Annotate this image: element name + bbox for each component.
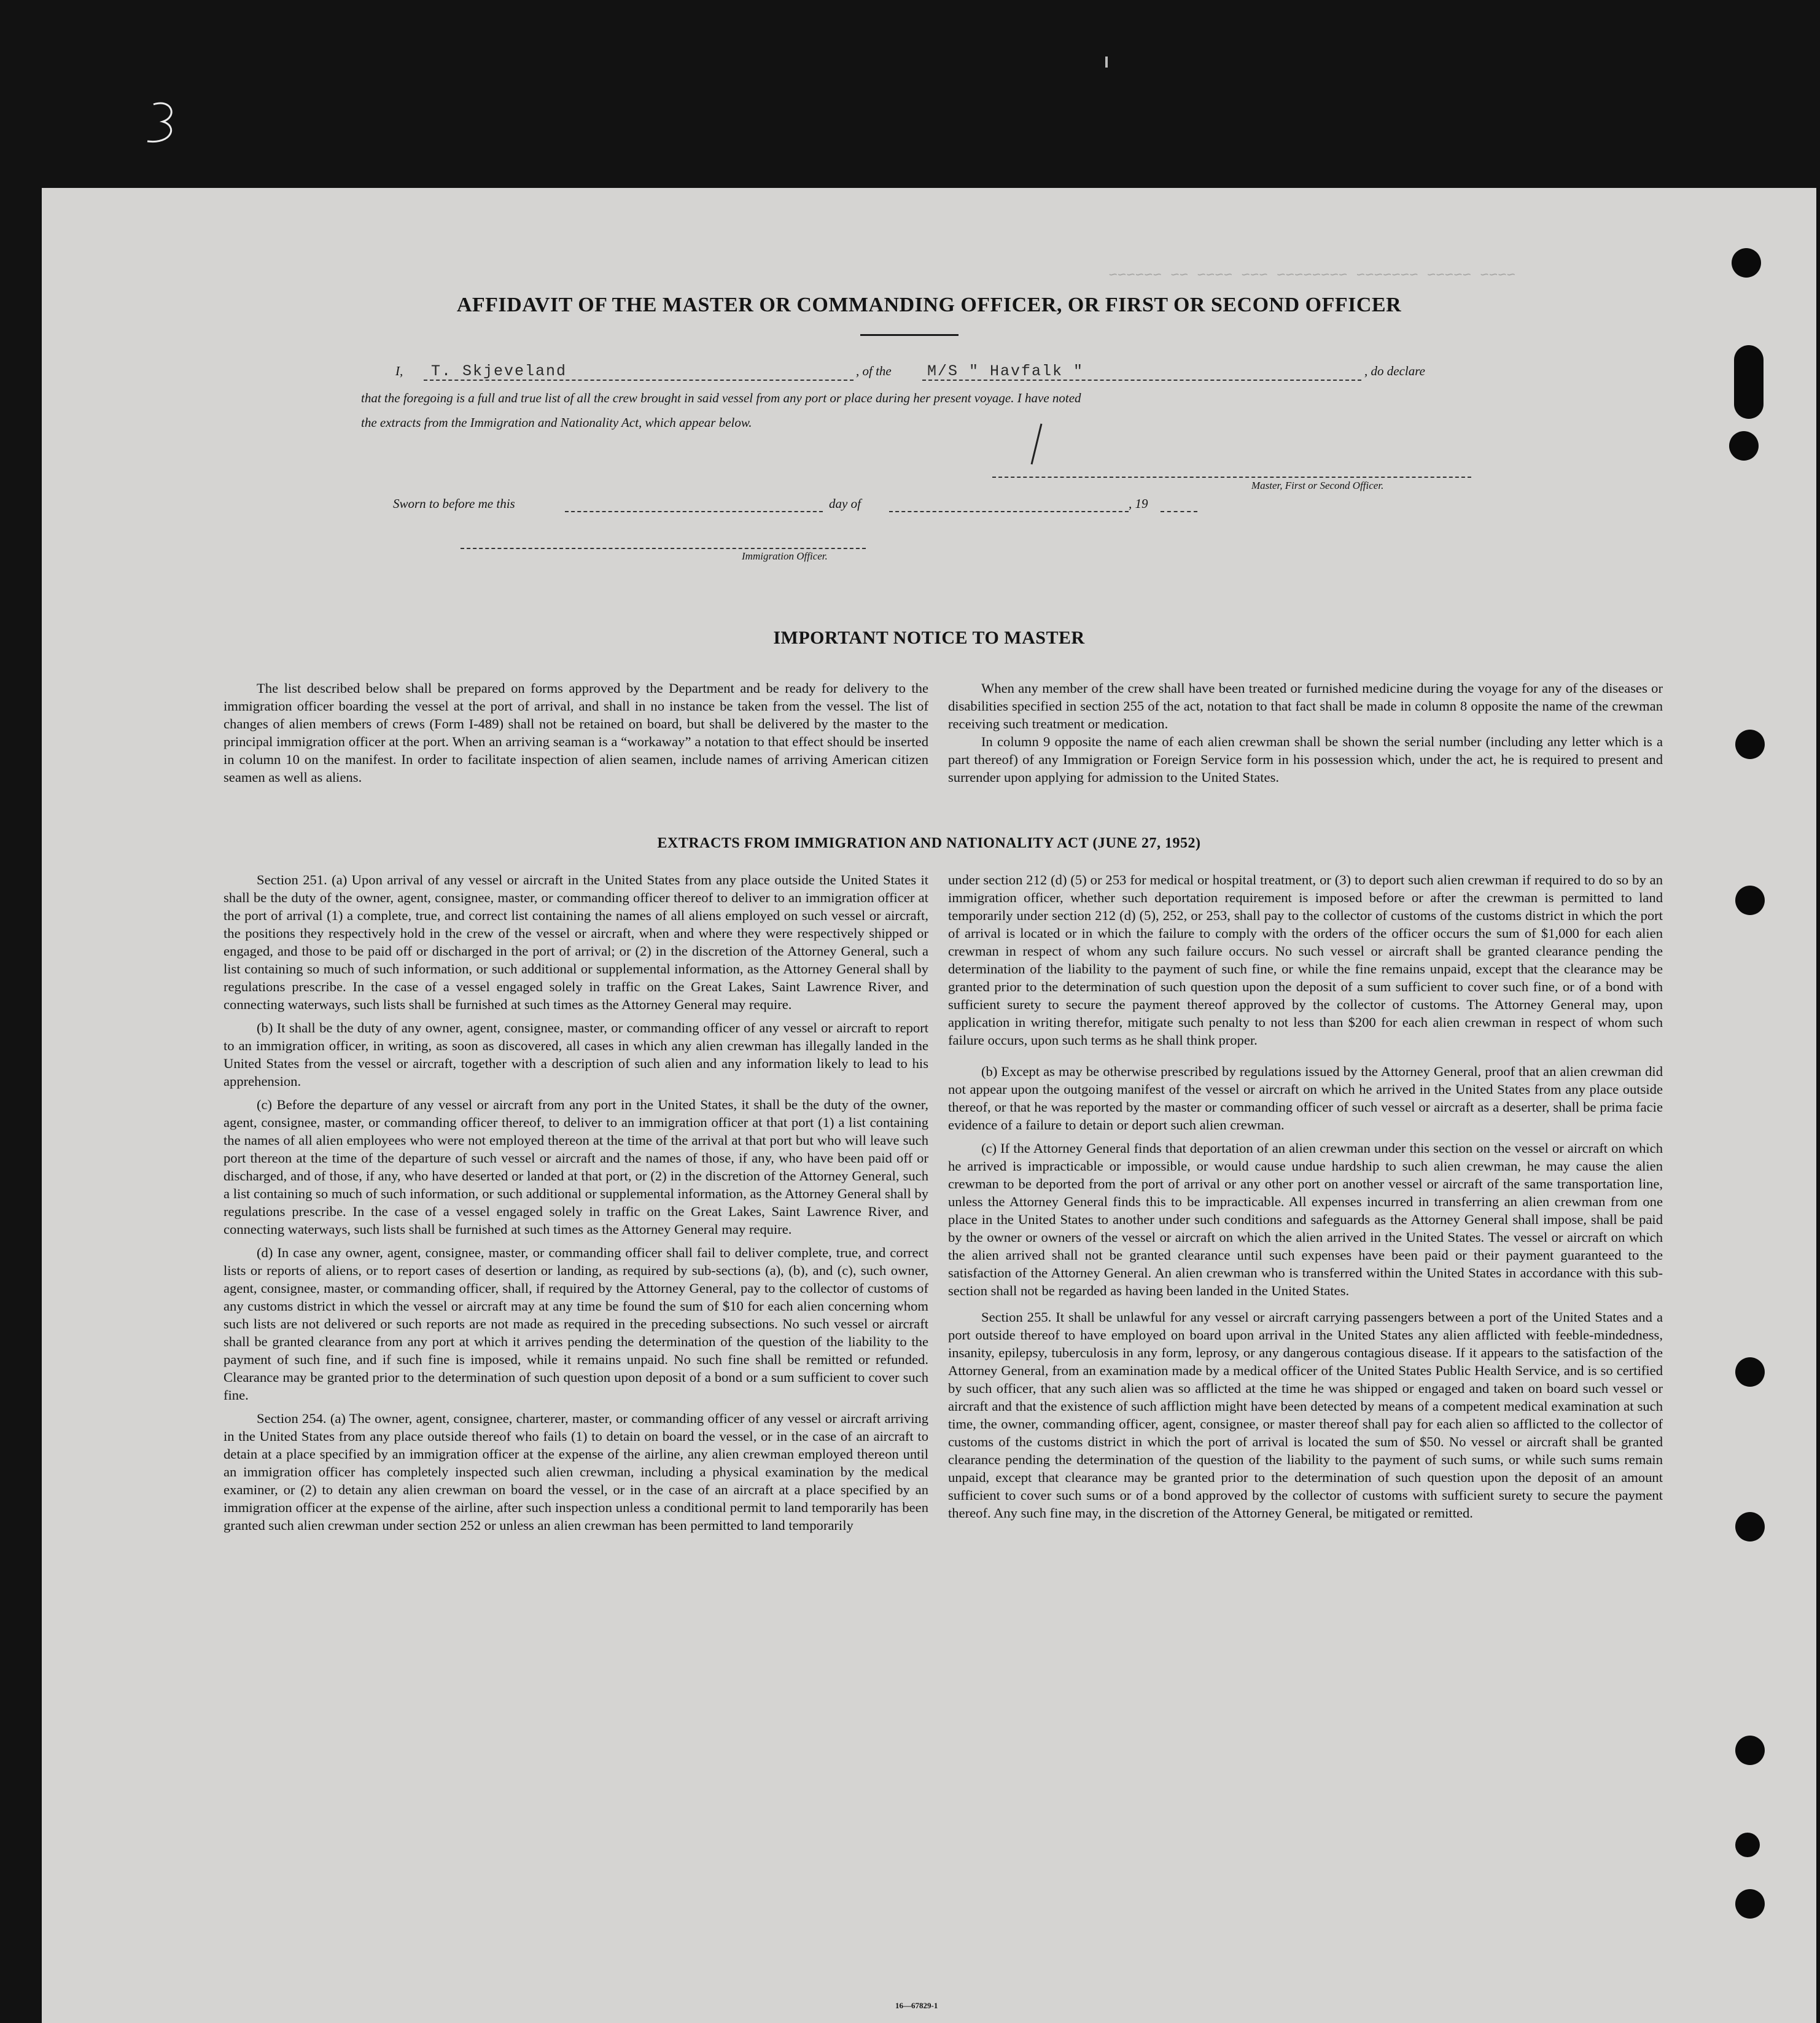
section-254-b: (b) Except as may be otherwise prescribed by regulations issued by the Attorney General, proof that an alien crewman did not appear upon the outgoing manifest of the vessel or aircraft on which he arrived in the United States from any place outside thereof, or that he was reported by the master or commanding officer of such vessel or aircraft as a deserter, shall be prima facie evidence of a failure to detain or deport such alien crewman. — [948, 1064, 1663, 1132]
notice-right-paragraph-1: When any member of the crew shall have been treated or furnished medicine during the voyage for any of the diseases or disabilities specified in section 255 of the act, notation to that fact shall be made in column 8 opposite the name of the crewman receiving such treatment or medication. — [948, 680, 1663, 731]
signature-pen-stroke — [1024, 421, 1049, 470]
notice-right-paragraph-2: In column 9 opposite the name of each alien crewman shall be shown the serial number (including any letter which is a part thereof) of any Immigration or Foreign Service form in his possession which, under the act, he is required to present and surrender upon applying for admission to the United States. — [948, 734, 1663, 785]
sworn-label: Sworn to before me this — [393, 496, 515, 511]
punch-hole-icon — [1732, 248, 1761, 278]
sworn-year-field[interactable] — [1161, 496, 1197, 512]
sworn-line — [393, 496, 1253, 517]
punch-hole-icon — [1735, 886, 1765, 915]
notice-title: IMPORTANT NOTICE TO MASTER — [773, 628, 1085, 648]
handwritten-mark — [135, 98, 190, 147]
of-the-label: , of the — [856, 364, 892, 378]
punch-hole-icon — [1735, 730, 1765, 759]
punch-hole-icon — [1734, 345, 1764, 419]
section-255: Section 255. It shall be unlawful for any vessel or aircraft carrying passengers between a port of the United States and a port outside thereof to have employed on board upon arrival in the United States any alien afflicted with feeble-mindedness, insanity, epilepsy, tuberculosis in any form, leprosy, or any dangerous contagious disease. If it appears to the satisfaction of the Attorney General, from an examination made by a medical officer of the United States Public Health Service, and is so certified by such officer, that any such alien was so afflicted at the time he was shipped or engaged and taken on board such vessel or aircraft and that the existence of such affliction might have been detected by means of a competent medical examination at such time, the owner, commanding officer, agent, consignee, or master thereof shall pay for each alien so afflicted to the collector of customs of the customs district in which the port of arrival is located the sum of $50. No vessel or aircraft shall be granted clearance pending the determination of the question of the liability to the payment of such sums, or while such sums remain unpaid, except that clearance may be granted prior to the determination of such question upon the deposit of an amount sufficient to cover such sums or of a bond approved by the collector of customs with sufficient surety to secure the payment thereof. Any such fine may, in the discretion of the Attorney General, be mitigated or remitted. — [948, 1309, 1663, 1521]
declaration-line-3: the extracts from the Immigration and Nationality Act, which appear below. — [361, 415, 752, 430]
sworn-day-field[interactable] — [565, 496, 823, 512]
declaration-line-2: that the foregoing is a full and true list of all the crew brought in said vessel from any port or place during her present voyage. I have noted — [361, 391, 1081, 405]
section-251-b: (b) It shall be the duty of any owner, agent, consignee, master, or commanding officer of any vessel or aircraft to report to an immigration officer, in writing, as soon as discovered, all cases in which any alien crewman has illegally landed in the United States from the vessel or aircraft, together with a description of such alien and any information likely to lead to his apprehension. — [224, 1020, 928, 1089]
corner-tick — [1105, 57, 1108, 68]
declaration-line-1 — [395, 364, 1525, 384]
punch-hole-icon — [1735, 1512, 1765, 1542]
title-underline — [860, 334, 959, 336]
punch-hole-icon — [1735, 1357, 1765, 1387]
master-signature-line[interactable] — [992, 475, 1471, 478]
section-254-c: (c) If the Attorney General finds that deportation of an alien crewman under this section on the vessel or aircraft on which he arrived is impracticable or impossible, or would cause undue hardship to such alien crewman, he may cause the alien crewman to be deported from the port of arrival or any other port on another vessel or aircraft of the same transportation line, unless the Attorney General finds this to be impracticable. All expenses incurred in transferring an alien crewman from one place in the United States to another under such conditions and safeguards as the Attorney General shall impose, shall be paid by the owner or owners of the vessel or aircraft on which the alien arrived in the United States. The vessel or aircraft on which the alien arrived shall not be granted clearance until such expenses have been paid or their payment guaranteed to the satisfaction of the Attorney General. An alien crewman who is transferred within the United States in accordance with this sub-section shall not be regarded as having been landed in the United States. — [948, 1140, 1663, 1298]
day-of-label: day of — [829, 496, 861, 511]
punch-hole-icon — [1735, 1833, 1760, 1857]
punch-hole-icon — [1729, 431, 1759, 461]
bleed-through-text: ~~~~ ~~~~~ ~~~~~~~ ~~~~~~~~ ~~~ ~~~~ ~~ ~~~~~~ — [1108, 268, 1515, 284]
punch-hole-icon — [1735, 1736, 1765, 1765]
master-name: T. Skjeveland — [431, 362, 567, 380]
extracts-left-column — [224, 871, 928, 1540]
section-254-a-continued: under section 212 (d) (5) or 253 for medical or hospital treatment, or (3) to deport such alien crewman if required to do so by an immigration officer, whether such deportation requirement is imposed before or after the crewman is permitted to land temporarily under section 212 (d) (5), 252, or 253, shall pay to the collector of customs of the customs district in which the port of arrival is located or in which the failure to comply with the orders of the officer occurs the sum of $1,000 for each alien crewman in respect of whom any such failure occurs. No such vessel or aircraft shall be granted clearance pending the determination of the liability to the payment of such fine, or while the fine remains unpaid, except that the clearance may be granted prior to the determination of such question upon the deposit of a sum sufficient to cover such fine, or of a bond with sufficient surety to secure the payment thereof approved by the collector of customs. The Attorney General may, upon application in writing therefor, mitigate such penalty to not less than $200 for each alien crewman in respect of whom such failure occurs, upon such terms as he shall think proper. — [948, 872, 1663, 1048]
section-251-a: Section 251. (a) Upon arrival of any vessel or aircraft in the United States from any place outside the United States it shall be the duty of the owner, agent, consignee, master, or commanding officer thereof to deliver to an immigration officer at the port of arrival (1) a complete, true, and correct list containing the names of all aliens employed on such vessel or aircraft, the positions they respectively hold in the crew of the vessel or aircraft, when and where they were respectively shipped or engaged, and those to be paid off or discharged in the port of arrival; or (2) in the discretion of the Attorney General, such a list containing so much of such information, or such additional or supplemental information, as the Attorney General shall by regulations prescribe. In the case of a vessel engaged solely in traffic on the Great Lakes, Saint Lawrence River, and connecting waterways, such lists shall be furnished at such times as the Attorney General may require. — [224, 872, 928, 1012]
vessel-name-field[interactable] — [922, 362, 1361, 381]
section-254-a: Section 254. (a) The owner, agent, consignee, charterer, master, or commanding officer of any vessel or aircraft arriving in the United States from any place outside thereof who fails (1) to detain on board the vessel, or in the case of an aircraft to detain at a place specified by an immigration officer at the expense of the airline, any alien crewman employed thereon until an immigration officer has completely inspected such alien crewman, including a physical examination by the medical examiner, or (2) to detain any alien crewman on board the vessel, or in the case of an aircraft at a place specified by an immigration officer at the expense of the airline, after such inspection unless a conditional permit to land temporarily has been granted such alien crewman under section 252 or unless an alien crewman has been permitted to land temporarily — [224, 1411, 928, 1533]
do-declare-label: , do declare — [1364, 364, 1425, 378]
master-signature-label: Master, First or Second Officer. — [1251, 480, 1384, 491]
extracts-right-column — [948, 871, 1663, 1527]
vessel-name: M/S " Havfalk " — [927, 362, 1084, 380]
i-label: I, — [395, 364, 403, 378]
sworn-month-field[interactable] — [889, 496, 1129, 512]
immigration-officer-line[interactable] — [461, 547, 866, 549]
notice-left-paragraph: The list described below shall be prepared on forms approved by the Department and be ready for delivery to the immigration officer boarding the vessel at the port of arrival, and shall in no instance be taken from the vessel. The list of changes of alien members of crews (Form I-489) shall not be retained on board, but shall be delivered by the master to the principal immigration officer at the port. When an arriving seaman is a “workaway” a notation to that effect should be inserted in column 10 on the manifest. In order to facilitate inspection of alien seamen, include names of arriving American citizen seamen as well as aliens. — [224, 680, 928, 785]
section-251-d: (d) In case any owner, agent, consignee, master, or commanding officer shall fail to deliver complete, true, and correct lists or reports of aliens, or to report cases of desertion or landing, as required by sub-sections (a), (b), and (c), such owner, agent, consignee, master, or commanding officer, shall, if required by the Attorney General, pay to the collector of customs of any customs district in which the vessel or aircraft may at any time be found the sum of $10 for each alien concerning whom such lists are not delivered or such reports are not made as required in the preceding subsections. No such vessel or aircraft shall be granted clearance from any port at which it arrives pending the determination of the question of the liability to the payment of such fine, and if such fine is imposed, while it remains unpaid. No such fine shall be remitted or refunded. Clearance may be granted prior to the determination of such question upon deposit of a bond or a sum sufficient to cover such fine. — [224, 1245, 928, 1403]
extracts-title: EXTRACTS FROM IMMIGRATION AND NATIONALITY ACT (JUNE 27, 1952) — [657, 835, 1201, 851]
immigration-officer-label: Immigration Officer. — [742, 550, 828, 562]
punch-hole-icon — [1735, 1889, 1765, 1919]
year-prefix-label: , 19 — [1129, 496, 1148, 511]
affidavit-title: AFFIDAVIT OF THE MASTER OR COMMANDING OFFICER, OR FIRST OR SECOND OFFICER — [456, 294, 1402, 316]
section-251-c: (c) Before the departure of any vessel or aircraft from any port in the United States, it shall be the duty of the owner, agent, consignee, master, or commanding officer thereof, to deliver to an immigration officer at that port (1) a list containing the names of all alien employees who were not employed thereon at the time of the arrival at that port but who will leave such port thereon at the time of the departure of such vessel or aircraft and the names of those, if any, who have been paid off or discharged, and of those, if any, who have deserted or landed at that port, or (2) in the discretion of the Attorney General, such a list containing so much of such information, or such additional or supplemental information, as the Attorney General shall by regulations prescribe. In the case of a vessel engaged solely in traffic on the Great Lakes, Saint Lawrence River, and connecting waterways, such lists shall be furnished at such times as the Attorney General may require. — [224, 1097, 928, 1237]
master-name-field[interactable] — [424, 362, 854, 381]
notice-left-column — [224, 679, 928, 792]
document-page — [42, 188, 1816, 2023]
notice-right-column — [948, 679, 1663, 792]
form-number: 16—67829-1 — [895, 2001, 938, 2010]
